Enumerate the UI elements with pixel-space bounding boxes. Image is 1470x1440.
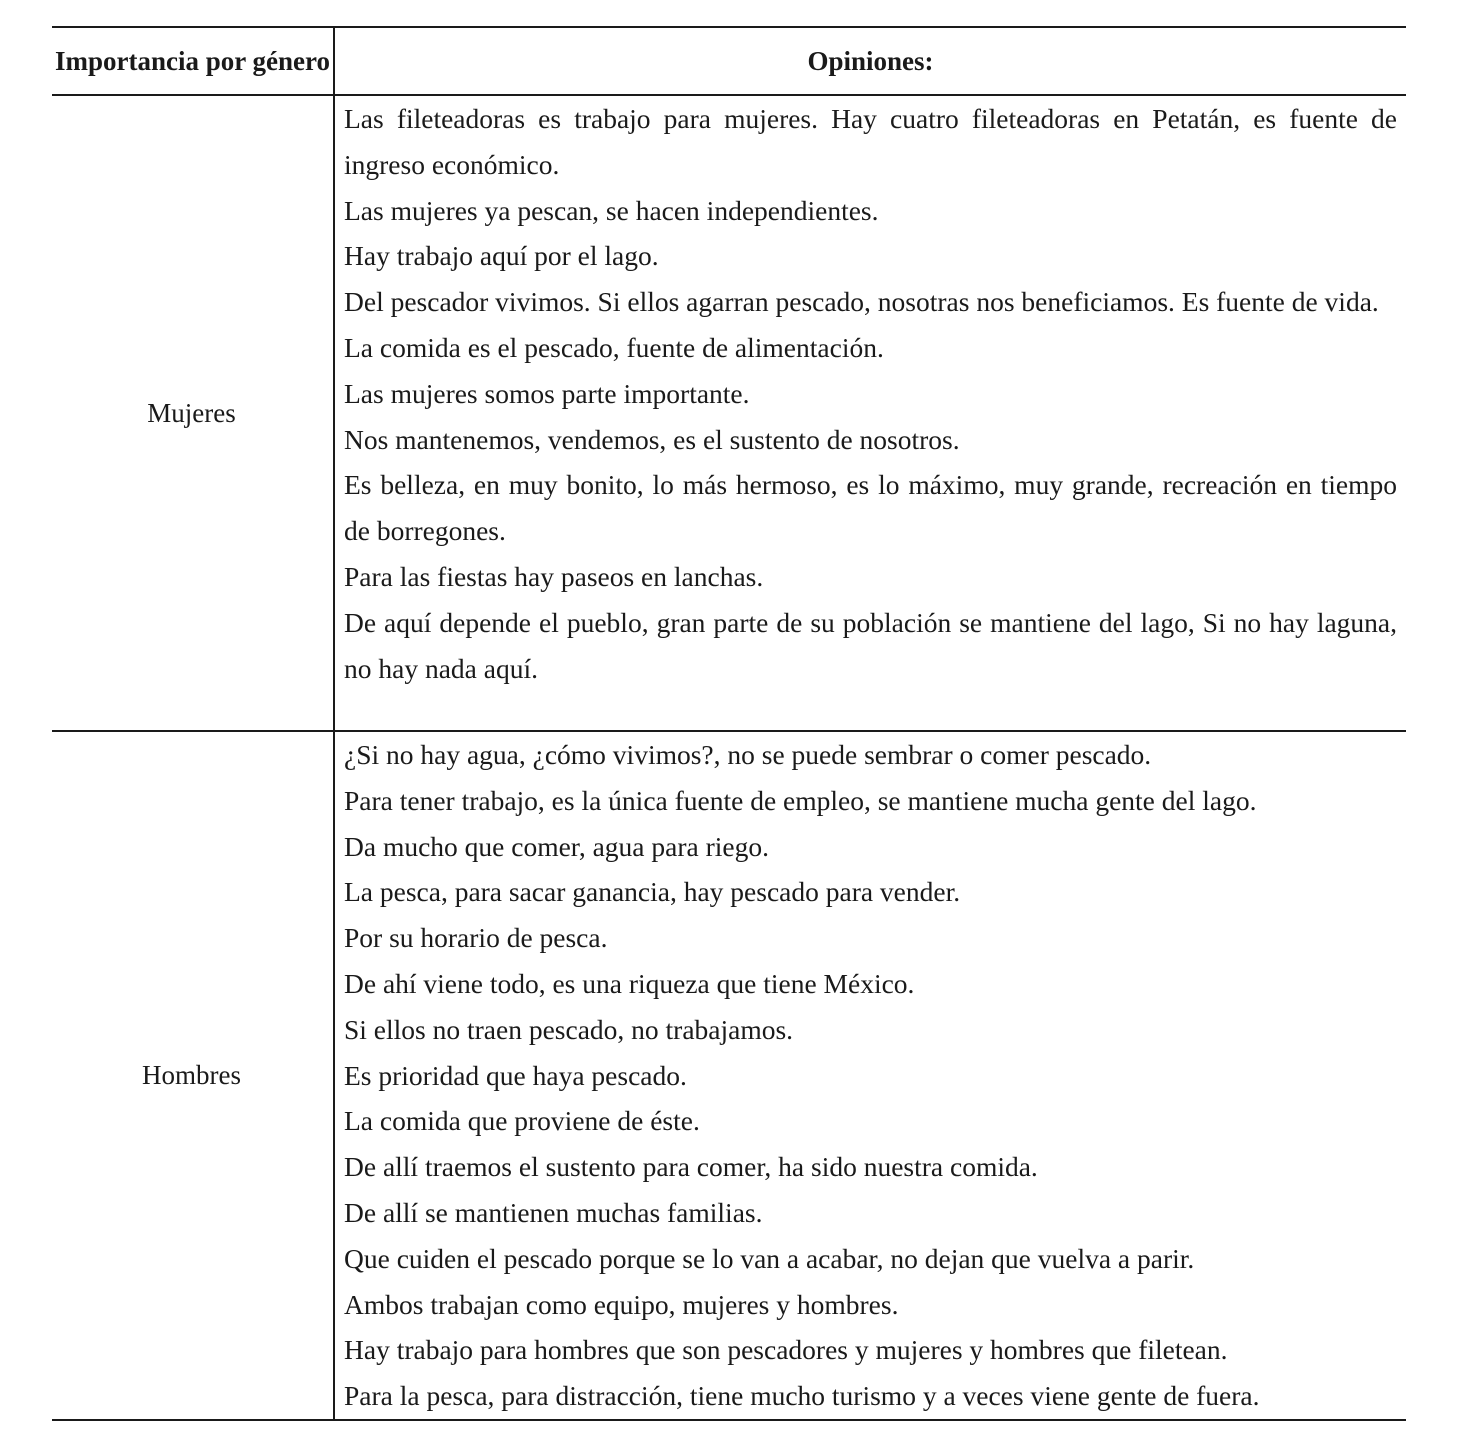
opinion-item: ¿Si no hay agua, ¿cómo vivimos?, no se puede sembrar o comer pescado. xyxy=(344,739,1152,770)
opinion-item: Hay trabajo para hombres que son pescadores y mujeres y hombres que filetean. xyxy=(344,1334,1228,1366)
gender-label-men: Hombres xyxy=(142,1059,241,1090)
gender-label-women: Mujeres xyxy=(147,397,236,428)
opinion-item: Es belleza, en muy bonito, lo más hermoso, es lo máximo, muy grande, recreación en tiempo de borregones. xyxy=(344,469,1397,547)
opinion-item: Hay trabajo aquí por el lago. xyxy=(344,240,659,272)
gender-cell-men xyxy=(52,731,334,1420)
opinion-item: La comida que proviene de éste. xyxy=(344,1105,700,1137)
header-opinions: Opiniones: xyxy=(334,27,1406,95)
opinion-item: Por su horario de pesca. xyxy=(344,922,608,954)
opinion-item: Para las fiestas hay paseos en lanchas. xyxy=(344,560,764,592)
opinion-item: De allí traemos el sustento para comer, ha sido nuestra comida. xyxy=(344,1151,1038,1183)
table-header xyxy=(52,27,1406,95)
gender-cell-women xyxy=(52,95,334,731)
opinion-item: La comida es el pescado, fuente de alimentación. xyxy=(344,331,884,363)
opinion-item: Las fileteadoras es trabajo para mujeres. Hay cuatro fileteadoras en Petatán, es fuente de ingreso económico. xyxy=(344,103,1397,180)
opinion-item: De allí se mantienen muchas familias. xyxy=(344,1196,763,1228)
opinion-item: Las mujeres ya pescan, se hacen independientes. xyxy=(344,194,879,226)
opinions-cell-men xyxy=(334,731,1406,1420)
opinion-item: Ambos trabajan como equipo, mujeres y hombres. xyxy=(344,1288,899,1320)
opinion-item: Que cuiden el pescado porque se lo van a acabar, no dejan que vuelva a parir. xyxy=(344,1242,1195,1274)
opinion-item: Del pescador vivimos. Si ellos agarran pescado, nosotras nos beneficiamos. Es fuente de vida. xyxy=(344,286,1379,318)
table-row-men xyxy=(52,731,1406,1420)
header-gender: Importancia por género xyxy=(52,27,334,95)
opinions-table xyxy=(52,26,1406,1421)
opinion-item: Nos mantenemos, vendemos, es el sustento de nosotros. xyxy=(344,423,960,455)
opinion-item: Da mucho que comer, agua para riego. xyxy=(344,830,769,862)
opinions-cell-women xyxy=(334,95,1406,731)
opinion-item: Si ellos no traen pescado, no trabajamos. xyxy=(344,1013,794,1045)
opinion-item: Para tener trabajo, es la única fuente de empleo, se mantiene mucha gente del lago. xyxy=(344,784,1257,816)
opinion-item: Las mujeres somos parte importante. xyxy=(344,377,750,409)
table-body xyxy=(52,95,1406,1420)
opinion-item: Para la pesca, para distracción, tiene mucho turismo y a veces viene gente de fuera. xyxy=(344,1380,1260,1412)
table-row-women xyxy=(52,95,1406,731)
header-row xyxy=(52,27,1406,95)
opinion-item: Es prioridad que haya pescado. xyxy=(344,1059,687,1091)
opinion-item: De ahí viene todo, es una riqueza que tiene México. xyxy=(344,967,915,999)
opinion-item: De aquí depende el pueblo, gran parte de su población se mantiene del lago, Si no hay laguna, no hay nada aquí. xyxy=(344,606,1397,684)
opinion-item: La pesca, para sacar ganancia, hay pescado para vender. xyxy=(344,876,961,908)
